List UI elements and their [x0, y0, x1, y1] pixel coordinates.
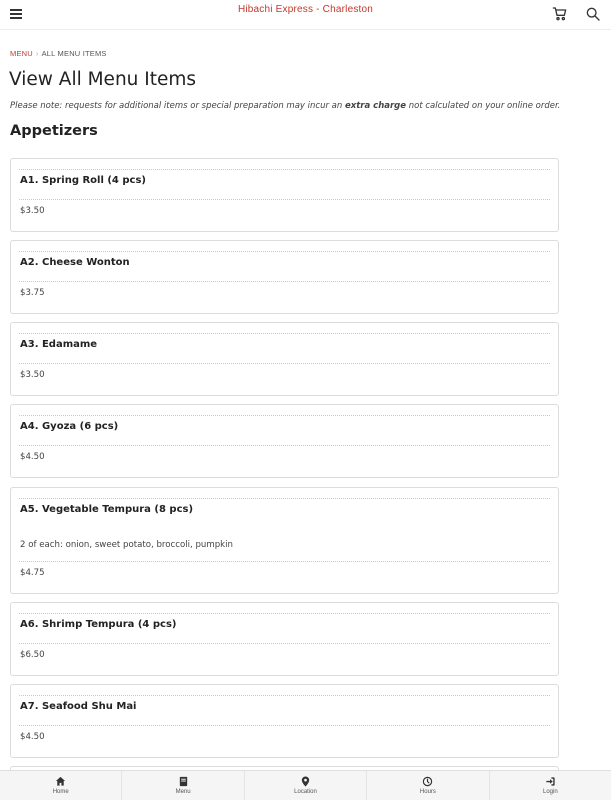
note-text-after: not calculated on your online order. — [406, 101, 561, 111]
order-note — [10, 101, 560, 111]
divider — [19, 169, 550, 170]
item-price: $3.75 — [20, 288, 45, 298]
nav-login[interactable] — [490, 771, 611, 800]
app-title: Hibachi Express - Charleston — [237, 4, 374, 15]
nav-home[interactable] — [0, 771, 122, 800]
nav-location[interactable] — [245, 771, 367, 800]
divider — [19, 281, 550, 282]
cart-icon[interactable] — [552, 6, 568, 22]
menu-item-card[interactable] — [10, 240, 559, 314]
bottom-navigation — [0, 770, 611, 800]
divider — [19, 725, 550, 726]
breadcrumb-current: ALL MENU ITEMS — [41, 49, 107, 58]
item-price: $4.75 — [20, 568, 45, 578]
divider — [19, 445, 550, 446]
location-pin-icon — [300, 776, 311, 787]
divider — [19, 415, 550, 416]
nav-location-label: Location — [294, 789, 317, 795]
item-price: $4.50 — [20, 452, 45, 462]
item-name: A7. Seafood Shu Mai — [20, 701, 137, 712]
item-name: A5. Vegetable Tempura (8 pcs) — [20, 504, 194, 515]
item-name: A3. Edamame — [20, 339, 98, 350]
item-name: A6. Shrimp Tempura (4 pcs) — [20, 619, 177, 630]
item-name: A1. Spring Roll (4 pcs) — [20, 175, 146, 186]
divider — [19, 333, 550, 334]
nav-hours[interactable] — [367, 771, 489, 800]
note-emphasis: extra charge — [344, 101, 407, 111]
section-title: Appetizers — [10, 123, 98, 139]
menu-item-card[interactable] — [10, 487, 559, 594]
menu-item-card[interactable] — [10, 158, 559, 232]
divider — [19, 363, 550, 364]
item-price: $4.50 — [20, 732, 45, 742]
item-name: A2. Cheese Wonton — [20, 257, 130, 268]
nav-home-label: Home — [52, 789, 69, 795]
search-icon[interactable] — [585, 6, 601, 22]
divider — [19, 613, 550, 614]
item-description: 2 of each: onion, sweet potato, broccoli, pumpkin — [20, 540, 233, 550]
login-icon — [545, 776, 556, 787]
nav-menu[interactable] — [122, 771, 244, 800]
divider — [19, 498, 550, 499]
breadcrumb-separator: › — [35, 49, 39, 58]
nav-menu-label: Menu — [175, 789, 191, 795]
home-icon — [55, 776, 66, 787]
menu-item-card[interactable] — [10, 322, 559, 396]
item-price: $3.50 — [20, 206, 45, 216]
breadcrumb — [10, 49, 107, 58]
nav-login-label: Login — [542, 789, 558, 795]
divider — [19, 199, 550, 200]
divider — [19, 561, 550, 562]
divider — [19, 643, 550, 644]
item-price: $6.50 — [20, 650, 45, 660]
menu-item-card[interactable] — [10, 404, 559, 478]
note-text-before: Please note: requests for additional items or special preparation may incur an — [10, 101, 345, 111]
divider — [19, 251, 550, 252]
top-bar — [0, 0, 611, 30]
divider — [19, 695, 550, 696]
nav-hours-label: Hours — [419, 789, 436, 795]
page-title: View All Menu Items — [9, 69, 197, 90]
book-icon — [178, 776, 189, 787]
menu-item-card[interactable] — [10, 602, 559, 676]
item-name: A4. Gyoza (6 pcs) — [20, 421, 119, 432]
menu-item-card[interactable] — [10, 684, 559, 758]
clock-icon — [422, 776, 433, 787]
item-price: $3.50 — [20, 370, 45, 380]
breadcrumb-menu-link[interactable]: MENU — [10, 49, 33, 58]
